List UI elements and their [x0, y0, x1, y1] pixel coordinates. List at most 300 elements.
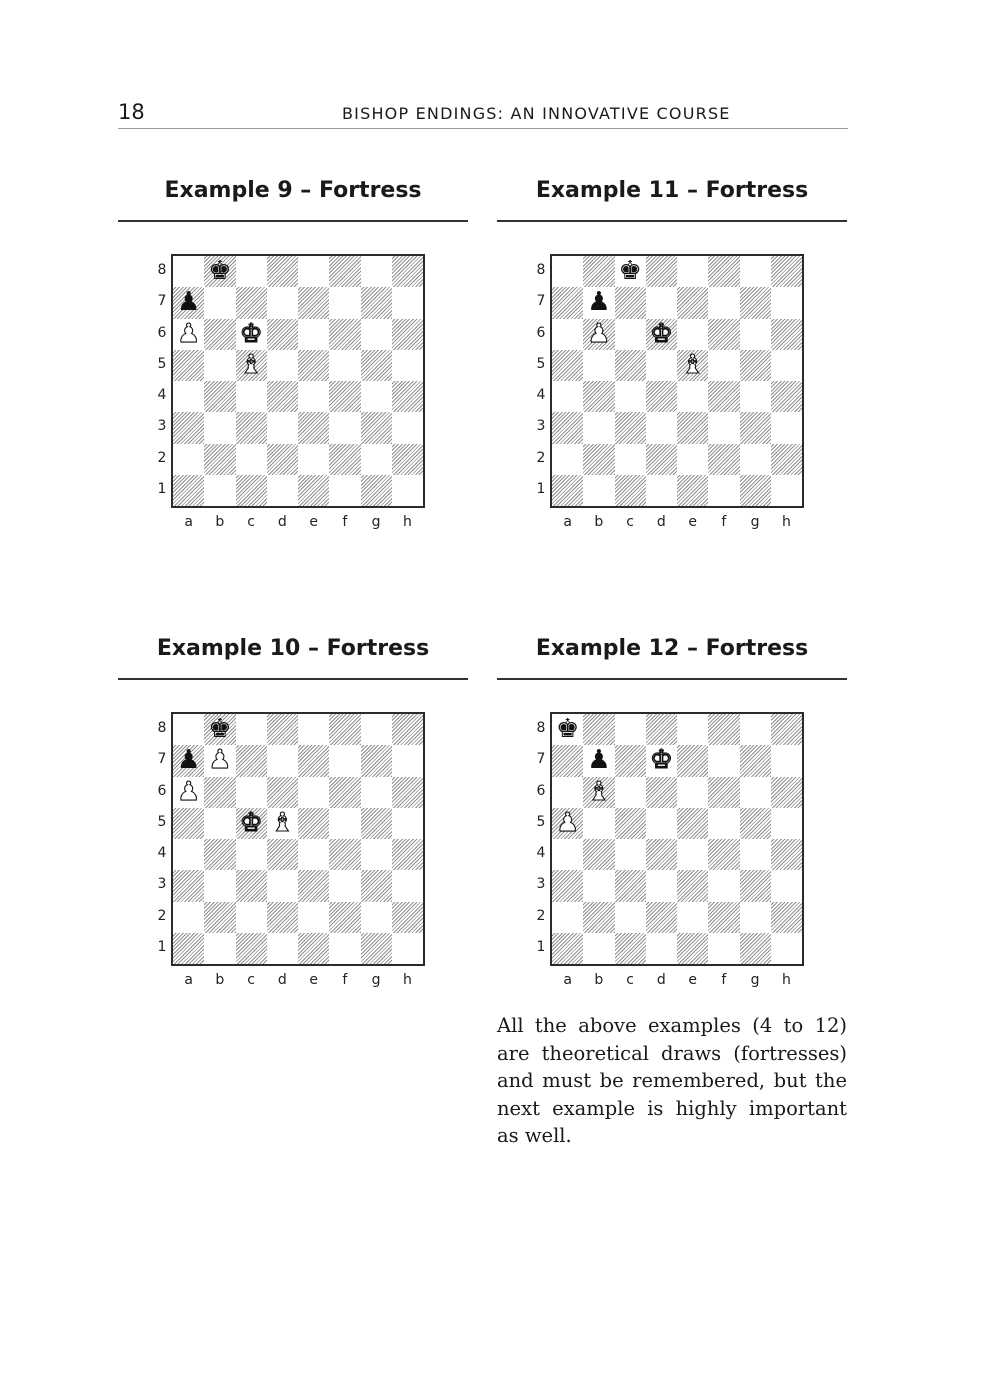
rank-label: 1 — [157, 480, 167, 497]
square-h4 — [771, 381, 802, 412]
rank-label: 7 — [536, 293, 546, 310]
rank-label: 4 — [157, 845, 167, 861]
file-label: b — [215, 514, 225, 530]
square-a6 — [552, 319, 583, 350]
square-c6 — [615, 319, 646, 350]
white-king-icon: ♚ — [649, 318, 674, 349]
rank-label: 4 — [157, 387, 167, 403]
square-b8 — [583, 714, 614, 745]
square-c7 — [236, 287, 267, 318]
square-e7 — [298, 287, 329, 318]
file-label: e — [309, 514, 318, 530]
square-f6 — [708, 777, 739, 808]
square-c8 — [615, 714, 646, 745]
square-d8 — [646, 256, 677, 287]
square-g1 — [740, 475, 771, 506]
file-label: e — [688, 514, 697, 530]
square-a3 — [173, 412, 204, 443]
square-a3 — [552, 870, 583, 901]
square-e3 — [677, 412, 708, 443]
square-g4 — [740, 381, 771, 412]
square-a3 — [173, 870, 204, 901]
square-h4 — [392, 381, 423, 412]
example-9 — [118, 176, 468, 576]
square-f6 — [708, 319, 739, 350]
square-b1 — [583, 933, 614, 964]
square-c3 — [615, 870, 646, 901]
square-g5 — [740, 350, 771, 381]
square-f1 — [708, 475, 739, 506]
square-h3 — [771, 870, 802, 901]
square-h2 — [392, 444, 423, 475]
square-f1 — [329, 933, 360, 964]
square-g2 — [740, 444, 771, 475]
file-label: h — [402, 972, 412, 988]
square-g3 — [740, 870, 771, 901]
white-king-icon: ♚ — [239, 318, 263, 349]
black-king-icon: ♚ — [555, 714, 580, 744]
square-g7 — [740, 287, 771, 318]
square-f8 — [708, 256, 739, 287]
square-a1 — [552, 475, 583, 506]
square-h4 — [392, 839, 423, 870]
square-h5 — [771, 808, 802, 839]
square-b1 — [204, 475, 235, 506]
square-h1 — [771, 933, 802, 964]
square-h6 — [392, 777, 423, 808]
square-c2 — [615, 444, 646, 475]
example-11 — [497, 176, 847, 576]
rank-label: 3 — [157, 876, 167, 893]
square-c2 — [236, 444, 267, 475]
file-label: h — [781, 514, 791, 530]
black-pawn-icon: ♟ — [587, 287, 611, 318]
square-f4 — [329, 839, 360, 870]
square-c1 — [236, 933, 267, 964]
square-h2 — [392, 902, 423, 933]
page-number: 18 — [118, 100, 145, 124]
square-a4 — [173, 381, 204, 412]
square-e3 — [298, 870, 329, 901]
square-e8 — [677, 256, 708, 287]
square-d4 — [267, 839, 298, 870]
rank-label: 2 — [157, 907, 167, 924]
square-f5 — [329, 350, 360, 381]
file-label: f — [342, 514, 348, 530]
square-a3 — [552, 412, 583, 443]
square-d6 — [267, 319, 298, 350]
square-f2 — [329, 444, 360, 475]
title-rule — [497, 678, 847, 680]
square-d7 — [646, 287, 677, 318]
square-g1 — [361, 475, 392, 506]
square-b2 — [583, 444, 614, 475]
file-label: d — [277, 972, 287, 988]
square-h5 — [771, 350, 802, 381]
example-title: Example 12 – Fortress — [535, 636, 809, 661]
rank-label: 4 — [536, 387, 546, 403]
square-h6 — [771, 319, 802, 350]
square-g4 — [361, 839, 392, 870]
square-f8 — [708, 714, 739, 745]
square-h3 — [771, 412, 802, 443]
square-f5 — [708, 808, 739, 839]
square-c4 — [236, 381, 267, 412]
square-g4 — [740, 839, 771, 870]
square-d4 — [646, 839, 677, 870]
square-d3 — [646, 412, 677, 443]
square-g1 — [361, 933, 392, 964]
square-h4 — [771, 839, 802, 870]
rank-label: 5 — [157, 813, 167, 830]
rank-label: 7 — [536, 751, 546, 768]
square-e8 — [677, 714, 708, 745]
square-h6 — [392, 319, 423, 350]
square-d8 — [646, 714, 677, 745]
file-label: c — [247, 972, 255, 988]
square-b4 — [583, 381, 614, 412]
square-e2 — [677, 902, 708, 933]
square-f3 — [708, 412, 739, 443]
square-d2 — [267, 444, 298, 475]
square-f2 — [329, 902, 360, 933]
square-g7 — [361, 745, 392, 776]
square-a5 — [173, 808, 204, 839]
rank-label: 6 — [536, 324, 546, 341]
square-f2 — [708, 444, 739, 475]
square-g7 — [361, 287, 392, 318]
file-label: g — [371, 514, 381, 530]
square-d4 — [267, 381, 298, 412]
file-label: e — [688, 972, 697, 988]
rank-label: 8 — [157, 262, 167, 278]
file-label: a — [563, 972, 572, 988]
square-h2 — [771, 902, 802, 933]
white-bishop-icon: ♝ — [587, 776, 611, 807]
square-c1 — [615, 933, 646, 964]
square-f5 — [708, 350, 739, 381]
square-g3 — [361, 412, 392, 443]
file-label: a — [184, 514, 193, 530]
square-b7 — [204, 287, 235, 318]
square-h8 — [771, 714, 802, 745]
square-d1 — [267, 933, 298, 964]
square-d7 — [267, 745, 298, 776]
square-a4 — [173, 839, 204, 870]
square-d2 — [267, 902, 298, 933]
black-king-icon: ♚ — [208, 714, 232, 744]
rank-label: 3 — [536, 876, 546, 893]
title-rule — [118, 220, 468, 222]
square-f8 — [329, 256, 360, 287]
square-e1 — [298, 933, 329, 964]
white-bishop-icon: ♝ — [680, 349, 705, 380]
square-g1 — [740, 933, 771, 964]
square-c2 — [615, 902, 646, 933]
square-e7 — [677, 745, 708, 776]
rank-label: 7 — [157, 751, 167, 768]
square-f7 — [708, 287, 739, 318]
white-bishop-icon: ♝ — [270, 807, 295, 838]
black-pawn-icon: ♟ — [587, 745, 611, 776]
square-f4 — [708, 839, 739, 870]
square-f7 — [708, 745, 739, 776]
square-e4 — [677, 381, 708, 412]
rank-label: 2 — [536, 907, 546, 924]
square-d6 — [646, 777, 677, 808]
square-a5 — [173, 350, 204, 381]
white-bishop-icon: ♝ — [239, 349, 263, 380]
square-a4 — [552, 381, 583, 412]
square-c1 — [236, 475, 267, 506]
square-g6 — [740, 319, 771, 350]
square-e2 — [298, 444, 329, 475]
square-b4 — [204, 839, 235, 870]
square-h7 — [771, 287, 802, 318]
white-pawn-icon: ♟ — [208, 745, 232, 776]
square-g5 — [740, 808, 771, 839]
square-f2 — [708, 902, 739, 933]
square-h2 — [771, 444, 802, 475]
white-pawn-icon: ♟ — [555, 807, 580, 838]
square-h7 — [392, 287, 423, 318]
square-g2 — [361, 902, 392, 933]
square-f6 — [329, 777, 360, 808]
square-c4 — [236, 839, 267, 870]
square-h1 — [392, 475, 423, 506]
square-h3 — [392, 870, 423, 901]
file-label: g — [750, 972, 760, 988]
title-rule — [118, 678, 468, 680]
square-d1 — [267, 475, 298, 506]
square-g2 — [740, 902, 771, 933]
square-b2 — [204, 902, 235, 933]
square-a4 — [552, 839, 583, 870]
square-f7 — [329, 745, 360, 776]
square-c6 — [236, 777, 267, 808]
square-f5 — [329, 808, 360, 839]
square-b3 — [583, 870, 614, 901]
square-c1 — [615, 475, 646, 506]
square-a8 — [552, 256, 583, 287]
square-c4 — [615, 839, 646, 870]
white-pawn-icon: ♟ — [176, 776, 201, 807]
square-g6 — [361, 319, 392, 350]
file-label: h — [781, 972, 791, 988]
square-e7 — [298, 745, 329, 776]
rank-label: 6 — [536, 782, 546, 799]
square-h8 — [392, 256, 423, 287]
square-h3 — [392, 412, 423, 443]
square-g8 — [361, 714, 392, 745]
square-e5 — [298, 350, 329, 381]
square-h8 — [771, 256, 802, 287]
square-h7 — [771, 745, 802, 776]
square-a7 — [552, 287, 583, 318]
white-pawn-icon: ♟ — [587, 318, 611, 349]
square-d8 — [267, 714, 298, 745]
square-b5 — [204, 350, 235, 381]
square-a1 — [173, 933, 204, 964]
square-c7 — [615, 287, 646, 318]
square-c2 — [236, 902, 267, 933]
square-d1 — [646, 475, 677, 506]
file-label: f — [721, 514, 727, 530]
rank-label: 2 — [157, 449, 167, 466]
rank-label: 5 — [157, 355, 167, 372]
square-d1 — [646, 933, 677, 964]
title-rule — [497, 220, 847, 222]
example-12 — [497, 634, 847, 1034]
square-e6 — [298, 319, 329, 350]
rank-label: 1 — [157, 938, 167, 955]
file-label: f — [721, 972, 727, 988]
square-e4 — [298, 381, 329, 412]
square-c6 — [615, 777, 646, 808]
square-g7 — [740, 745, 771, 776]
rank-label: 3 — [157, 418, 167, 435]
file-label: c — [626, 972, 634, 988]
square-e5 — [298, 808, 329, 839]
square-h7 — [392, 745, 423, 776]
file-label: b — [594, 972, 604, 988]
rank-label: 5 — [536, 813, 546, 830]
square-d3 — [267, 412, 298, 443]
square-a1 — [552, 933, 583, 964]
square-h1 — [771, 475, 802, 506]
square-e6 — [298, 777, 329, 808]
square-h5 — [392, 808, 423, 839]
square-f3 — [329, 870, 360, 901]
square-b8 — [583, 256, 614, 287]
example-title: Example 11 – Fortress — [535, 178, 809, 203]
square-b4 — [204, 381, 235, 412]
example-title: Example 9 – Fortress — [164, 178, 422, 203]
square-e7 — [677, 287, 708, 318]
square-a8 — [173, 256, 204, 287]
square-e1 — [677, 475, 708, 506]
header-rule — [118, 128, 848, 129]
square-e4 — [677, 839, 708, 870]
rank-label: 4 — [536, 845, 546, 861]
square-e8 — [298, 714, 329, 745]
file-label: a — [563, 514, 572, 530]
square-b3 — [204, 412, 235, 443]
square-d5 — [646, 350, 677, 381]
square-b3 — [204, 870, 235, 901]
file-label: e — [309, 972, 318, 988]
square-e2 — [677, 444, 708, 475]
square-b2 — [583, 902, 614, 933]
file-label: g — [371, 972, 381, 988]
square-c5 — [615, 350, 646, 381]
square-g8 — [361, 256, 392, 287]
rank-label: 6 — [157, 324, 167, 341]
rank-label: 1 — [536, 480, 546, 497]
square-f4 — [329, 381, 360, 412]
square-c7 — [236, 745, 267, 776]
square-e2 — [298, 902, 329, 933]
black-pawn-icon: ♟ — [176, 745, 201, 776]
square-a1 — [173, 475, 204, 506]
square-e3 — [298, 412, 329, 443]
white-king-icon: ♚ — [239, 807, 263, 838]
square-e6 — [677, 777, 708, 808]
square-e4 — [298, 839, 329, 870]
square-d3 — [646, 870, 677, 901]
file-label: c — [247, 514, 255, 530]
example-10 — [118, 634, 468, 1034]
square-c4 — [615, 381, 646, 412]
square-h1 — [392, 933, 423, 964]
square-h5 — [392, 350, 423, 381]
square-f1 — [329, 475, 360, 506]
file-label: d — [656, 972, 666, 988]
square-g8 — [740, 256, 771, 287]
square-b6 — [204, 777, 235, 808]
chess-board — [550, 712, 804, 966]
square-c3 — [615, 412, 646, 443]
square-a2 — [552, 902, 583, 933]
square-c5 — [615, 808, 646, 839]
square-g8 — [740, 714, 771, 745]
file-label: d — [656, 514, 666, 530]
file-label: b — [594, 514, 604, 530]
square-a2 — [173, 902, 204, 933]
square-d5 — [646, 808, 677, 839]
black-king-icon: ♚ — [618, 256, 642, 286]
rank-label: 8 — [157, 720, 167, 736]
square-g5 — [361, 808, 392, 839]
square-c8 — [236, 714, 267, 745]
square-b1 — [204, 933, 235, 964]
white-king-icon: ♚ — [649, 745, 674, 776]
square-c3 — [236, 412, 267, 443]
square-g4 — [361, 381, 392, 412]
file-label: g — [750, 514, 760, 530]
white-pawn-icon: ♟ — [176, 318, 201, 349]
square-d3 — [267, 870, 298, 901]
square-f1 — [708, 933, 739, 964]
rank-label: 8 — [536, 262, 546, 278]
black-king-icon: ♚ — [208, 256, 232, 286]
square-g5 — [361, 350, 392, 381]
rank-label: 8 — [536, 720, 546, 736]
square-e1 — [677, 933, 708, 964]
square-e8 — [298, 256, 329, 287]
square-b5 — [583, 808, 614, 839]
square-d4 — [646, 381, 677, 412]
body-paragraph: All the above examples (4 to 12) are theoretical draws (fortresses) and must be remembered, but the next example is highly important as well. — [497, 1014, 847, 1147]
square-c7 — [615, 745, 646, 776]
square-d7 — [267, 287, 298, 318]
file-label: d — [277, 514, 287, 530]
chess-board — [550, 254, 804, 508]
square-f3 — [708, 870, 739, 901]
square-g3 — [361, 870, 392, 901]
square-f4 — [708, 381, 739, 412]
running-head: BISHOP ENDINGS: AN INNOVATIVE COURSE — [342, 104, 731, 123]
square-e3 — [677, 870, 708, 901]
file-label: f — [342, 972, 348, 988]
square-d8 — [267, 256, 298, 287]
rank-label: 5 — [536, 355, 546, 372]
square-f8 — [329, 714, 360, 745]
square-f3 — [329, 412, 360, 443]
square-e5 — [677, 808, 708, 839]
rank-label: 2 — [536, 449, 546, 466]
square-h6 — [771, 777, 802, 808]
